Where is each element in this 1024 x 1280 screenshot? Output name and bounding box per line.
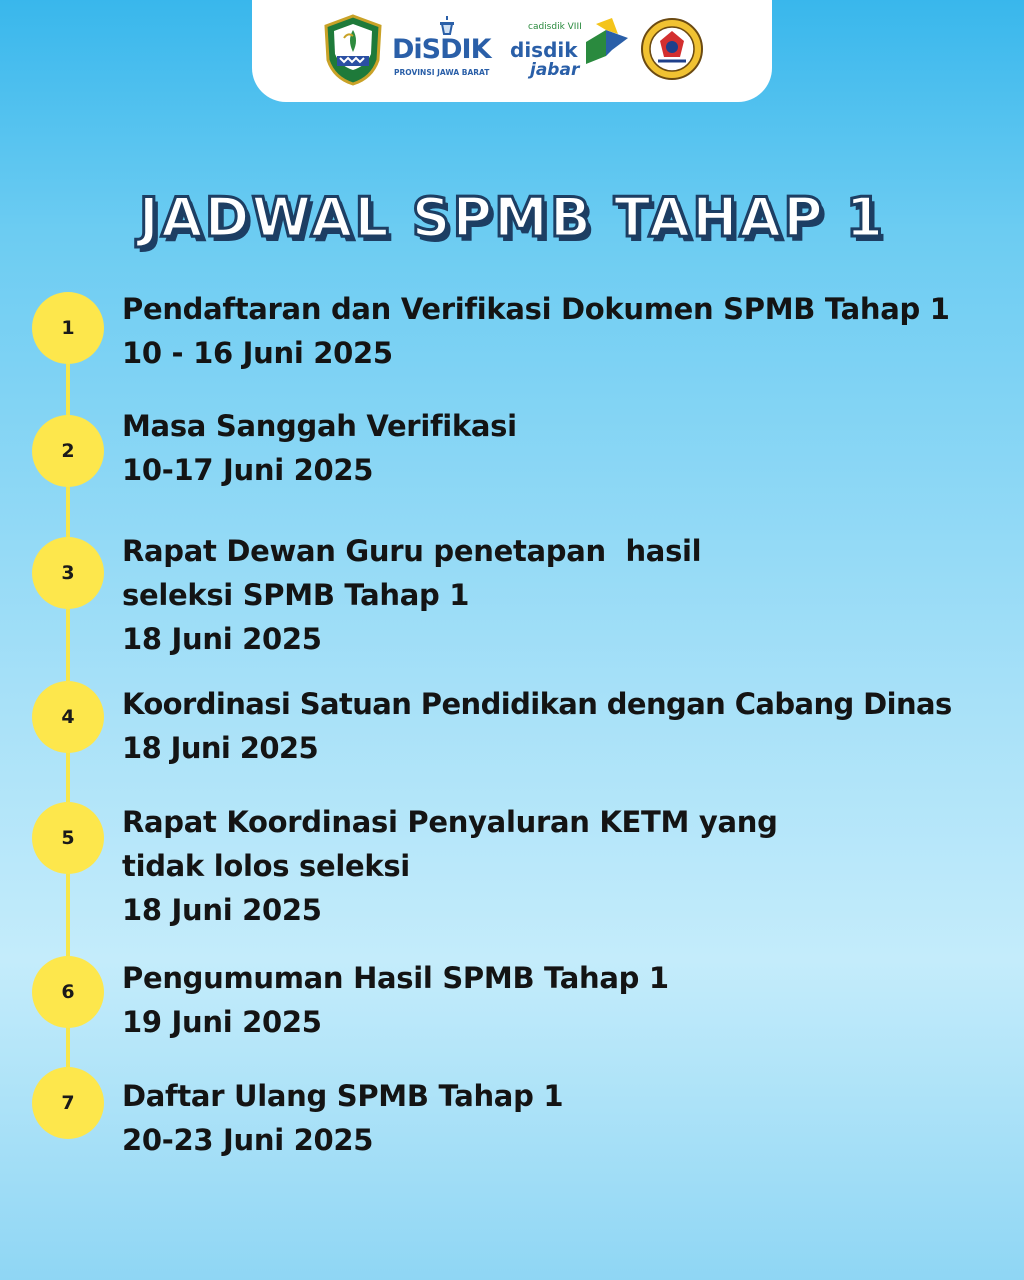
school-emblem-icon	[640, 17, 704, 81]
disdik-logo	[392, 20, 504, 82]
step-text	[122, 1074, 563, 1162]
tower-icon	[436, 16, 458, 36]
step-number-badge: 5	[32, 802, 104, 874]
jawa-barat-emblem-icon	[322, 14, 384, 86]
step-title-line: Rapat Koordinasi Penyaluran KETM yang	[122, 805, 778, 839]
cadisdik-text-disdik: disdik	[510, 38, 578, 62]
step-number-badge: 4	[32, 681, 104, 753]
step-text	[122, 682, 952, 770]
step-text	[122, 800, 778, 932]
disdik-logo-subtext: PROVINSI JAWA BARAT	[394, 68, 490, 77]
step-title-line: Pengumuman Hasil SPMB Tahap 1	[122, 961, 669, 995]
logo-bar	[252, 0, 772, 102]
step-date: 18 Juni 2025	[122, 731, 319, 765]
step-number-badge: 1	[32, 292, 104, 364]
page-title: JADWAL SPMB TAHAP 1	[138, 186, 886, 249]
step-number-badge: 3	[32, 537, 104, 609]
step-title-line: Koordinasi Satuan Pendidikan dengan Cabang Dinas	[122, 687, 952, 721]
step-text	[122, 287, 950, 375]
book-logo-icon	[582, 16, 632, 66]
step-date: 18 Juni 2025	[122, 893, 322, 927]
step-title-line: Masa Sanggah Verifikasi	[122, 409, 517, 443]
step-date: 19 Juni 2025	[122, 1005, 322, 1039]
step-number-badge: 6	[32, 956, 104, 1028]
step-number-badge: 2	[32, 415, 104, 487]
step-date: 10-17 Juni 2025	[122, 453, 374, 487]
cadisdik-text-jabar: jabar	[530, 60, 580, 80]
step-text	[122, 529, 701, 661]
step-text	[122, 404, 517, 492]
step-title-line: Rapat Dewan Guru penetapan hasil	[122, 534, 702, 568]
step-title-line: seleksi SPMB Tahap 1	[122, 578, 470, 612]
step-text	[122, 956, 669, 1044]
step-title-line: Daftar Ulang SPMB Tahap 1	[122, 1079, 564, 1113]
step-number-badge: 7	[32, 1067, 104, 1139]
disdik-logo-text: DiSDIK	[392, 34, 491, 65]
step-date: 18 Juni 2025	[122, 622, 322, 656]
step-date: 10 - 16 Juni 2025	[122, 336, 393, 370]
cadisdik-logo	[508, 16, 632, 84]
cadisdik-small-text: cadisdik VIII	[528, 22, 582, 32]
step-date: 20-23 Juni 2025	[122, 1123, 374, 1157]
step-title-line: Pendaftaran dan Verifikasi Dokumen SPMB Tahap 1	[122, 292, 950, 326]
step-title-line: tidak lolos seleksi	[122, 849, 410, 883]
